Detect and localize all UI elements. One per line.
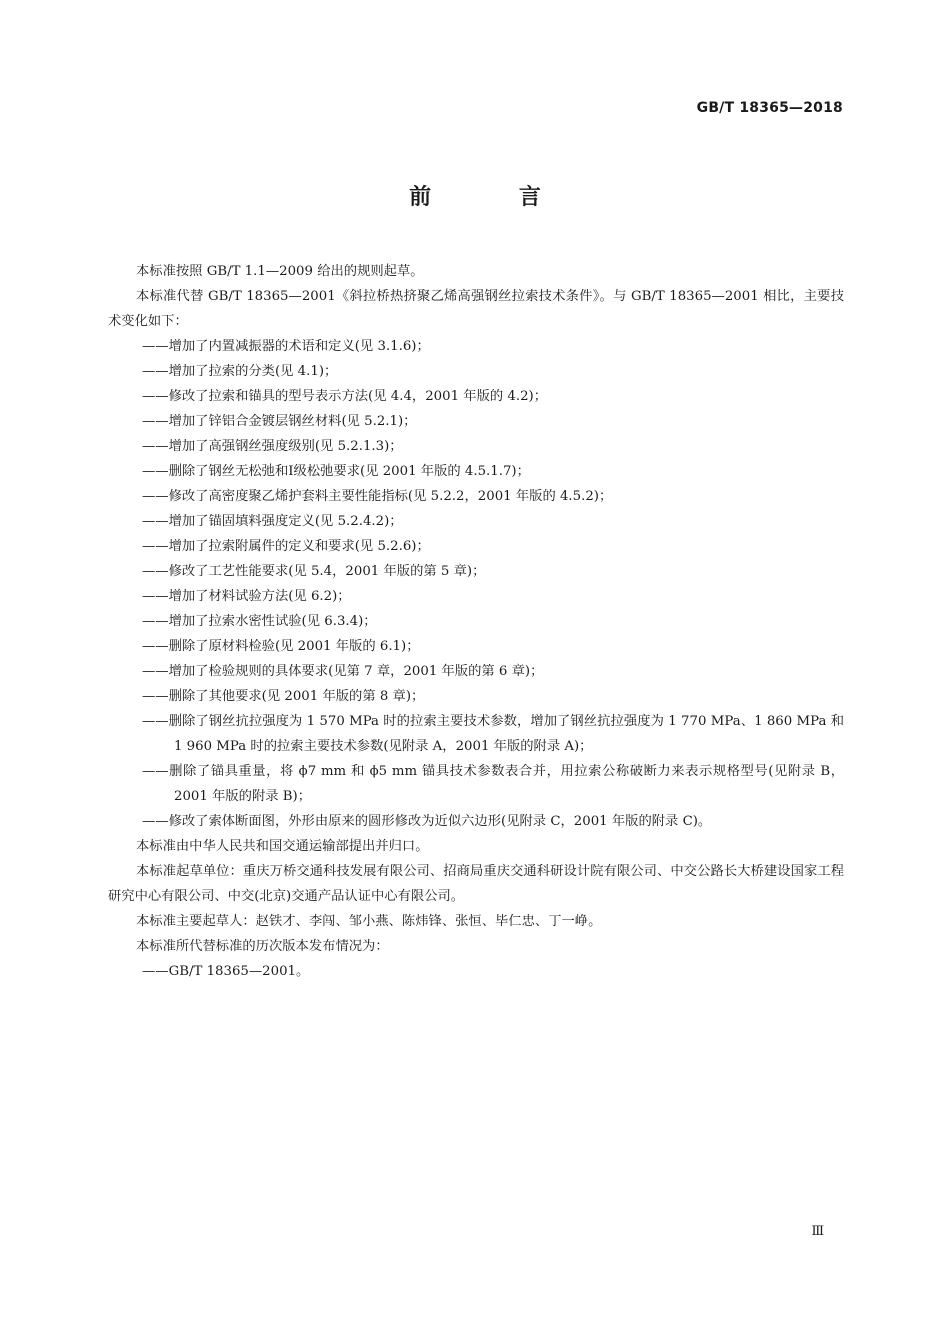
change-item: —— 删除了钢丝抗拉强度为 1 570 MPa 时的拉索主要技术参数，增加了钢丝抗拉强度为 1 770 MPa、1 860 MPa 和 1 960 MPa 时的拉索主要技术参数(见附录 A，2001 年版的附录 A)； [142,709,844,759]
change-item: —— 增加了拉索的分类(见 4.1)； [142,359,844,384]
history-item: —— GB/T 18365—2001。 [142,959,844,984]
page-title: 前 言 [409,185,581,210]
change-item: —— 删除了钢丝无松弛和Ⅰ级松弛要求(见 2001 年版的 4.5.1.7)； [142,459,844,484]
change-item: —— 删除了其他要求(见 2001 年版的第 8 章)； [142,684,844,709]
change-item: —— 修改了工艺性能要求(见 5.4，2001 年版的第 5 章)； [142,559,844,584]
change-item: —— 增加了拉索水密性试验(见 6.3.4)； [142,609,844,634]
standard-number: GB/T 18365—2018 [696,100,843,116]
change-item: —— 增加了高强钢丝强度级别(见 5.2.1.3)； [142,434,844,459]
page-number: Ⅲ [811,1224,824,1239]
change-item: —— 增加了锌铝合金镀层钢丝材料(见 5.2.1)； [142,409,844,434]
intro-paragraph: 本标准按照 GB/T 1.1—2009 给出的规则起草。 [136,264,424,279]
outro-paragraph: 本标准主要起草人：赵铁才、李闯、邹小燕、陈炜锋、张恒、毕仁忠、丁一峥。 [136,914,602,929]
change-item: —— 增加了材料试验方法(见 6.2)； [142,584,844,609]
outro-paragraph: 本标准起草单位：重庆万桥交通科技发展有限公司、招商局重庆交通科研设计院有限公司、中交公路长大桥建设国家工程研究中心有限公司、中交(北京)交通产品认证中心有限公司。 [108,864,844,904]
change-item: —— 删除了锚具重量，将 ϕ7 mm 和 ϕ5 mm 锚具技术参数表合并，用拉索公称破断力来表示规格型号(见附录 B，2001 年版的附录 B)； [142,759,844,809]
change-item: —— 增加了内置减振器的术语和定义(见 3.1.6)； [142,334,844,359]
change-item: —— 增加了锚固填料强度定义(见 5.2.4.2)； [142,509,844,534]
change-item: —— 修改了拉索和锚具的型号表示方法(见 4.4，2001 年版的 4.2)； [142,384,844,409]
document-body [108,259,844,984]
outro-paragraph: 本标准由中华人民共和国交通运输部提出并归口。 [136,839,429,854]
intro-paragraph: 本标准代替 GB/T 18365—2001《斜拉桥热挤聚乙烯高强钢丝拉索技术条件》。与 GB/T 18365—2001 相比，主要技术变化如下： [108,289,844,329]
outro-paragraph: 本标准所代替标准的历次版本发布情况为： [136,939,389,954]
change-item: —— 修改了高密度聚乙烯护套料主要性能指标(见 5.2.2，2001 年版的 4.5.2)； [142,484,844,509]
change-item: —— 修改了索体断面图，外形由原来的圆形修改为近似六边形(见附录 C，2001 年版的附录 C)。 [142,809,844,834]
change-item: —— 增加了检验规则的具体要求(见第 7 章，2001 年版的第 6 章)； [142,659,844,684]
change-item: —— 增加了拉索附属件的定义和要求(见 5.2.6)； [142,534,844,559]
change-item: —— 删除了原材料检验(见 2001 年版的 6.1)； [142,634,844,659]
